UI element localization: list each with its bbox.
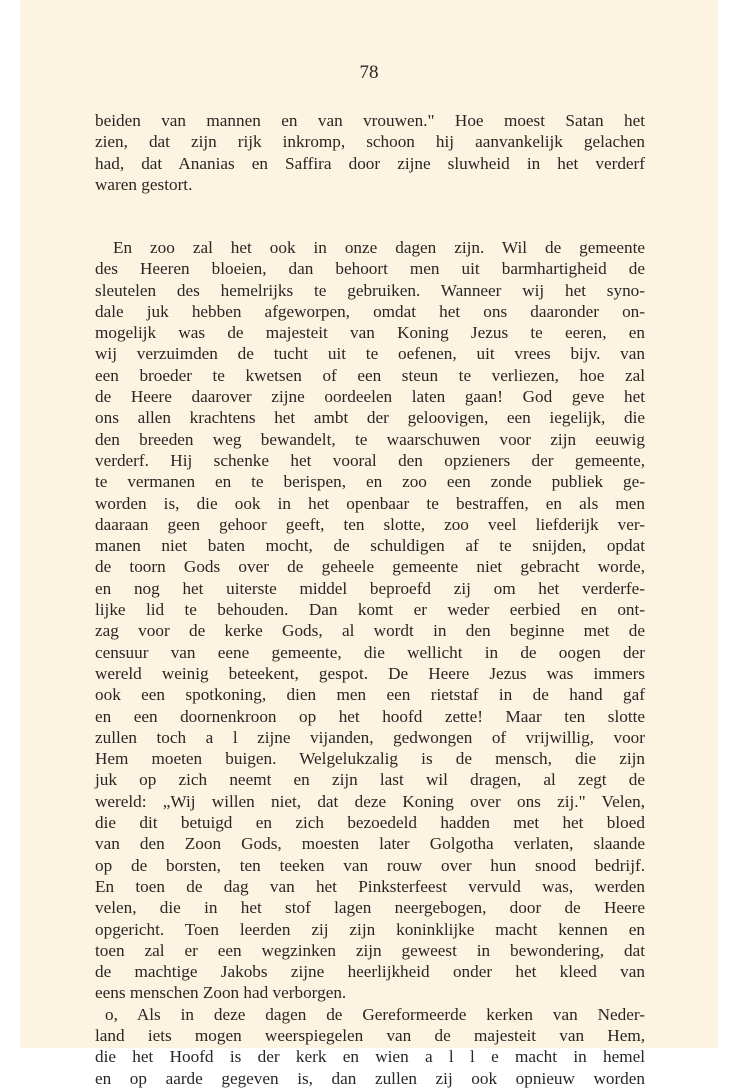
text-line: de machtige Jakobs zijne heerlijkheid onder het kleed van: [95, 962, 645, 982]
paragraph-1: [95, 110, 645, 195]
text-line: beiden van mannen en van vrouwen." Hoe moest Satan het: [95, 111, 645, 130]
text-line: verderf. Hij schenke het vooral den opzieners der gemeente,: [95, 450, 645, 470]
text-line: op de borsten, ten teeken van rouw over hun snood bedrijf.: [95, 855, 645, 875]
text-line: ook een spotkoning, dien men een rietstaf in de hand gaf: [95, 685, 645, 705]
text-line: de Heere daarover zijne oordeelen laten gaan! God geve het: [95, 387, 645, 407]
text-line: ons allen krachtens het ambt der geloovigen, een iegelijk, die: [95, 408, 645, 428]
text-line: zullen toch a l zijne vijanden, gedwongen of vrijwillig, voor: [95, 727, 645, 747]
text-line: van den Zoon Gods, moesten later Golgotha verlaten, slaande: [95, 834, 645, 854]
text-line: die dit betuigd en zich bezoedeld hadden met het bloed: [95, 813, 645, 833]
text-line: des Heeren bloeien, dan behoort men uit barmhartigheid de: [95, 259, 645, 279]
text-line: worden is, die ook in het openbaar te bestraffen, en als men: [95, 493, 645, 513]
text-line: En zoo zal het ook in onze dagen zijn. Wil de gemeente: [113, 238, 645, 257]
text-line: juk op zich neemt en zijn last wil dragen, al zegt de: [95, 770, 645, 790]
text-line: daaraan geen gehoor geeft, ten slotte, zoo veel liefderijk ver-: [95, 514, 645, 534]
text-line: toen zal er een wegzinken zijn geweest in bewondering, dat: [95, 940, 645, 960]
text-line: wereld: „Wij willen niet, dat deze Koning over ons zij." Velen,: [95, 791, 645, 811]
text-line: o, Als in deze dagen de Gereformeerde kerken van Neder-: [105, 1004, 645, 1024]
text-line: waren gestort.: [95, 174, 193, 194]
text-line: wereld weinig beteekent, gespot. De Heere Jezus was immers: [95, 663, 645, 683]
text-line: sleutelen des hemelrijks te gebruiken. Wanneer wij het syno-: [95, 280, 645, 300]
text-line: zien, dat zijn rijk inkromp, schoon hij aanvankelijk gelachen: [95, 132, 645, 152]
text-line: den breeden weg bewandelt, te waarschuwen voor zijn eeuwig: [95, 429, 645, 449]
text-line: een broeder te kwetsen of een steun te verliezen, hoe zal: [95, 365, 645, 385]
text-line: wij verzuimden de tucht uit te oefenen, uit vrees bijv. van: [95, 344, 645, 364]
page-number: 78: [359, 62, 379, 83]
text-line: en op aarde gegeven is, dan zullen zij ook opnieuw worden: [95, 1068, 645, 1088]
text-line: en een doornenkroon op het hoofd zette! Maar ten slotte: [95, 706, 645, 726]
text-line: zag voor de kerke Gods, al wordt in den beginne met de: [95, 621, 645, 641]
text-line: die het Hoofd is der kerk en wien a l l e macht in hemel: [95, 1047, 645, 1067]
text-line: velen, die in het stof lagen neergebogen, door de Heere: [95, 898, 645, 918]
text-line: dale juk hebben afgeworpen, omdat het ons daaronder on-: [95, 301, 645, 321]
paragraph-2: [95, 237, 645, 1089]
text-line: had, dat Ananias en Saffira door zijne sluwheid in het verderf: [95, 153, 645, 173]
text-line: lijke lid te behouden. Dan komt er weder eerbied en ont-: [95, 600, 645, 620]
text-line: land iets mogen weerspiegelen van de majesteit van Hem,: [95, 1025, 645, 1045]
text-line: de toorn Gods over de geheele gemeente niet gebracht worde,: [95, 557, 645, 577]
text-line: en nog het uiterste middel beproefd zij om het verderfe-: [95, 578, 645, 598]
text-line: manen niet baten mocht, de schuldigen af te snijden, opdat: [95, 536, 645, 556]
text-line: censuur van eene gemeente, die wellicht in de oogen der: [95, 642, 645, 662]
text-line: eens menschen Zoon had verborgen.: [95, 983, 347, 1003]
text-line: Hem moeten buigen. Welgelukzalig is de mensch, die zijn: [95, 749, 645, 769]
text-line: En toen de dag van het Pinksterfeest vervuld was, werden: [95, 876, 645, 896]
text-line: mogelijk was de majesteit van Koning Jezus te eeren, en: [95, 323, 645, 343]
text-line: opgericht. Toen leerden zij zijn koninklijke macht kennen en: [95, 919, 645, 939]
text-line: te vermanen en te berispen, en zoo een zonde publiek ge-: [95, 472, 645, 492]
